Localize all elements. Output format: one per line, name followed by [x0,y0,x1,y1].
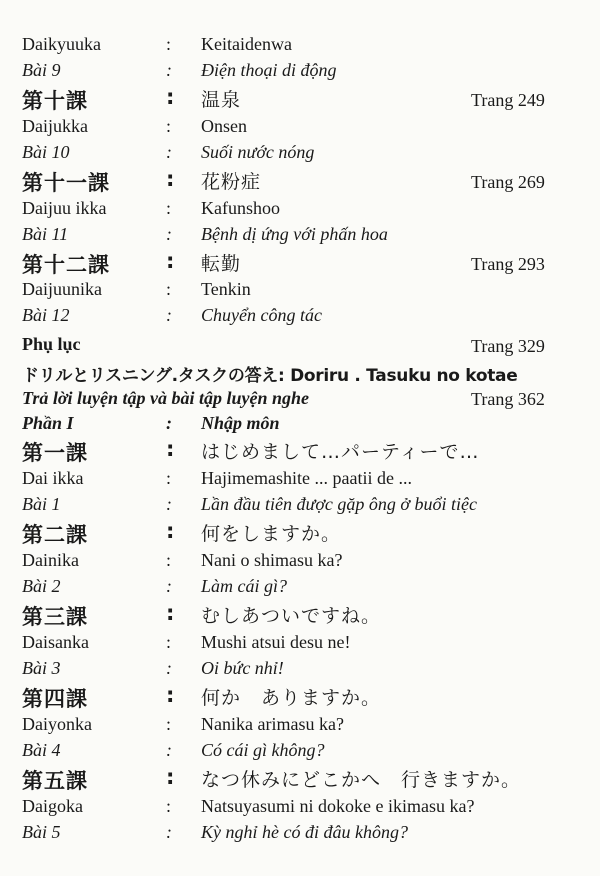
toc-row-romaji [0,632,600,658]
lesson-kanji: 第一課 [22,441,88,465]
lesson-number: Bài 12 [22,305,70,325]
lesson-romaji: Dai ikka [22,468,84,488]
toc-row-romaji [0,116,600,142]
lesson-kanji: 第五課 [22,769,88,793]
title-vietnamese: Lần đầu tiên được gặp ông ở buổi tiệc [201,494,478,514]
toc-row-kanji [0,167,600,193]
separator: : [166,413,172,433]
title-romaji: Natsuyasumi ni dokoke e ikimasu ka? [201,796,475,816]
title-romaji: Hajimemashite ... paatii de ... [201,468,412,488]
separator: : [166,740,172,760]
title-japanese: 花粉症 [201,171,262,193]
lesson-kanji: 第十二課 [22,253,110,277]
title-romaji: Nani o shimasu ka? [201,550,343,570]
lesson-number: Bài 1 [22,494,61,514]
separator: : [166,34,172,54]
answers-heading: ドリルとリスニング.タスクの答え: Doriru . Tasuku no kotae [22,366,518,386]
separator: : [166,683,176,707]
title-vietnamese: Chuyển công tác [201,305,322,325]
title-japanese: 何か ありますか。 [201,687,382,709]
separator: : [166,714,172,734]
lesson-number: Bài 3 [22,658,61,678]
lesson-romaji: Dainika [22,550,79,570]
title-japanese: むしあついですね。 [201,605,382,627]
separator: : [166,468,172,488]
separator: : [166,279,172,299]
toc-row-romaji [0,714,600,740]
answers-subheading: Trả lời luyện tập và bài tập luyện nghe [22,388,309,408]
toc-row-appendix [0,334,600,360]
title-romaji: Nanika arimasu ka? [201,714,344,734]
lesson-number: Bài 4 [22,740,61,760]
page-reference: Trang 249 [471,90,545,110]
title-vietnamese: Suối nước nóng [201,142,315,162]
lesson-kanji: 第十課 [22,89,88,113]
separator: : [166,85,176,109]
title-japanese: 何をしますか。 [201,523,342,545]
title-romaji: Tenkin [201,279,251,299]
toc-row-kanji [0,85,600,111]
toc-row-kanji [0,249,600,275]
part-label: Phần I [22,413,74,433]
separator: : [166,576,172,596]
page-reference: Trang 329 [471,336,545,356]
toc-row-vietnamese [0,494,600,520]
toc-row-answers [0,361,600,387]
lesson-kanji: 第三課 [22,605,88,629]
lesson-kanji: 第四課 [22,687,88,711]
toc-row-romaji [0,468,600,494]
toc-row-romaji [0,34,600,60]
toc-row-vietnamese [0,224,600,250]
title-japanese: なつ休みにどこかへ 行きますか。 [201,769,522,791]
separator: : [166,519,176,543]
toc-row-vietnamese [0,576,600,602]
toc-row-kanji [0,601,600,627]
lesson-number: Bài 9 [22,60,61,80]
appendix-heading: Phụ lục [22,334,81,354]
lesson-number: Bài 10 [22,142,70,162]
title-vietnamese: Điện thoại di động [201,60,337,80]
title-romaji: Kafunshoo [201,198,280,218]
toc-row-romaji [0,550,600,576]
title-romaji: Mushi atsui desu ne! [201,632,351,652]
title-vietnamese: Kỳ nghỉ hè có đi đâu không? [201,822,408,842]
lesson-romaji: Daiyonka [22,714,92,734]
toc-row-kanji [0,683,600,709]
toc-row-romaji [0,279,600,305]
toc-row-vietnamese [0,822,600,848]
lesson-romaji: Daijuu ikka [22,198,107,218]
separator: : [166,601,176,625]
part-title: Nhập môn [201,413,280,433]
lesson-kanji: 第二課 [22,523,88,547]
toc-row-vietnamese [0,142,600,168]
toc-row-romaji [0,198,600,224]
toc-row-kanji [0,437,600,463]
separator: : [166,822,172,842]
lesson-romaji: Daisanka [22,632,89,652]
title-romaji: Onsen [201,116,247,136]
separator: : [166,437,176,461]
separator: : [166,305,172,325]
toc-row-kanji [0,765,600,791]
toc-row-answers-vietnamese [0,388,600,414]
separator: : [166,224,172,244]
toc-row-romaji [0,796,600,822]
title-vietnamese: Làm cái gì? [201,576,288,596]
lesson-number: Bài 11 [22,224,69,244]
separator: : [166,198,172,218]
title-vietnamese: Có cái gì không? [201,740,325,760]
title-japanese: 温泉 [201,89,242,111]
lesson-romaji: Daijukka [22,116,88,136]
lesson-romaji: Daikyuuka [22,34,101,54]
lesson-number: Bài 2 [22,576,61,596]
separator: : [166,60,172,80]
separator: : [166,658,172,678]
toc-row-vietnamese [0,658,600,684]
title-japanese: 転勤 [201,253,242,275]
separator: : [166,796,172,816]
separator: : [166,142,172,162]
toc-row-part [0,413,600,439]
lesson-romaji: Daigoka [22,796,83,816]
separator: : [166,765,176,789]
page-reference: Trang 362 [471,389,545,409]
title-romaji: Keitaidenwa [201,34,292,54]
lesson-romaji: Daijuunika [22,279,102,299]
toc-row-vietnamese [0,740,600,766]
toc-row-kanji [0,519,600,545]
title-japanese: はじめまして…パーティーで… [201,441,480,463]
separator: : [166,249,176,273]
toc-row-vietnamese [0,60,600,86]
separator: : [166,116,172,136]
lesson-kanji: 第十一課 [22,171,110,195]
separator: : [166,167,176,191]
page-reference: Trang 293 [471,254,545,274]
title-vietnamese: Oi bức nhỉ! [201,658,284,678]
toc-row-vietnamese [0,305,600,331]
title-vietnamese: Bệnh dị ứng với phấn hoa [201,224,388,244]
separator: : [166,550,172,570]
page-reference: Trang 269 [471,172,545,192]
separator: : [166,632,172,652]
separator: : [166,494,172,514]
lesson-number: Bài 5 [22,822,61,842]
